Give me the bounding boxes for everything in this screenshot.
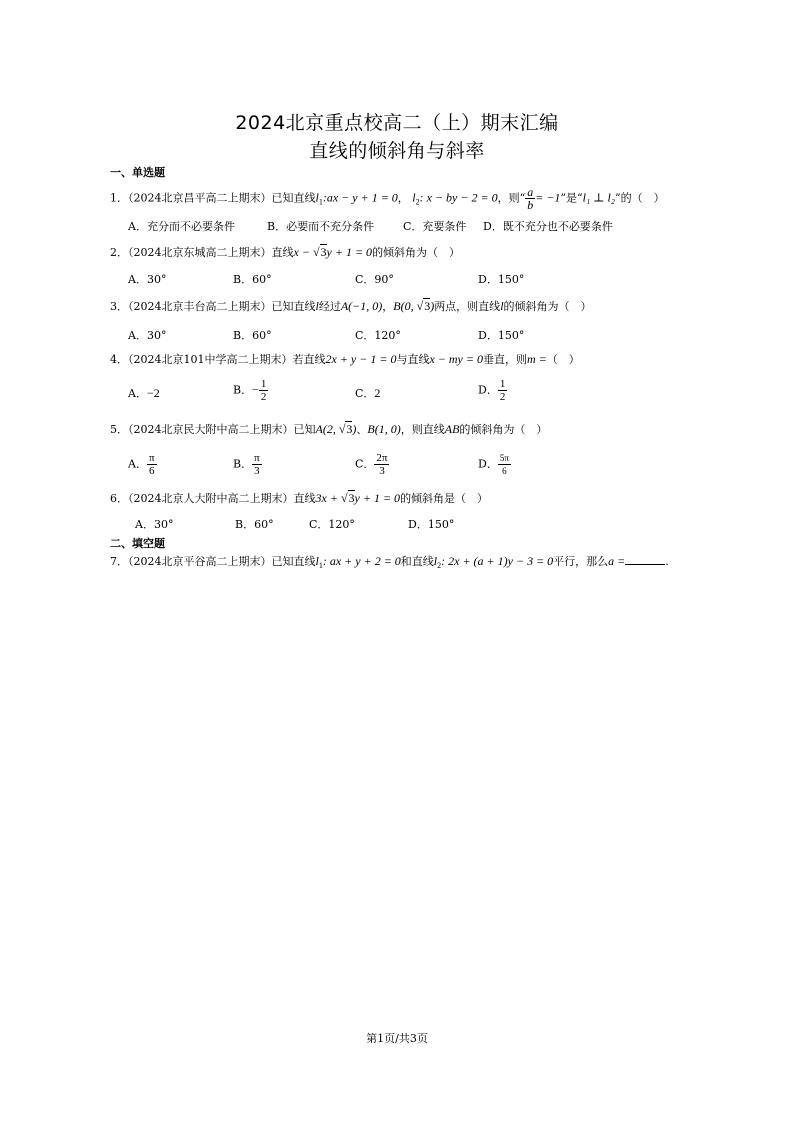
q4-d-fraction [498,378,508,403]
q1-option-a: A．充分而不必要条件 [128,220,235,233]
q5-b-den: 3 [254,465,260,477]
q1-option-c: C．充要条件 [403,220,467,233]
q5-option-a [128,452,157,477]
q5-sep: 、 [356,423,368,436]
q5-a-fraction [147,452,157,477]
q4-b-label: B． [233,383,253,397]
q4-b-sign: − [252,382,259,397]
q4-d-den: 2 [499,391,506,403]
q1-text3: ”是“ [560,191,583,205]
q3-number: 3． [110,300,128,313]
q7-number: 7． [110,555,128,568]
q5-c-fraction [374,452,389,477]
q2-number: 2． [110,246,128,259]
q1-frac-den: b [527,198,534,212]
q7-eq2: : 2x + (a + 1)y − 3 = 0 [441,554,554,568]
section-single-choice: 一、单选题 [110,166,165,179]
q4-text3: 垂直，则 [482,353,527,366]
q3-text: 已知直线 [271,300,316,313]
q3-text4: 的倾斜角为（ ） [503,300,592,313]
q6-eq-b: y + 1 = 0 [354,491,401,505]
q6-source: （2024北京人大附中高二上期末） [128,492,294,505]
q2-option-c: C．90° [355,273,394,286]
q7-a: a = [608,554,626,568]
q3-option-b: B．60° [233,329,272,342]
q1-l2: l [412,190,416,205]
q3-point-b-b: ) [430,299,435,313]
q1-option-d: D．既不充分也不必要条件 [483,220,613,233]
q4-b-fraction [259,378,269,403]
question-2: 2．（2024北京东城高二上期末）直线x − √3y + 1 = 0的倾斜角为（ ） [110,245,461,259]
question-5: 5．（2024北京民大附中高二上期末）已知A(2, √3)、B(1, 0)，则直线AB的倾斜角为（ ） [110,422,548,436]
q3-l: l [315,299,319,313]
q5-b-fraction [252,452,262,477]
q6-sqrt: 3 [348,491,355,505]
q5-text: 已知 [293,423,316,436]
q5-c-num: 2π [376,452,388,464]
q1-eq1: :ax − y + 1 = 0 [322,190,398,205]
q4-b-num: 1 [260,378,267,390]
q5-b-num: π [254,452,260,464]
q3-text2: 经过 [318,300,341,313]
question-1 [110,186,665,211]
q1-fraction [525,186,535,211]
q5-c-label: C． [355,457,375,471]
q3-point-a: A(−1, 0) [340,299,383,313]
q2-text2: 的倾斜角为（ ） [372,246,461,259]
q3-source: （2024北京丰台高二上期末） [128,300,272,313]
q5-number: 5． [110,423,128,436]
q1-text: 已知直线 [271,191,316,205]
q2-text: 直线 [271,246,294,259]
q4-option-c [355,386,380,401]
q4-b-den: 2 [260,391,267,403]
section-fill-blank: 二、填空题 [110,537,165,550]
q5-d-label: D． [478,457,498,471]
q6-text: 直线 [293,492,316,505]
q1-eq3: = −1 [535,190,561,205]
q6-number: 6． [110,492,128,505]
q5-d-den: 6 [502,466,507,476]
q6-eq-a: 3x + [315,491,341,505]
q7-text2: 和直线 [400,555,434,568]
q7-period: . [665,555,669,568]
q4-eq2: x − my = 0 [429,352,483,366]
q4-eq1: 2x + y − 1 = 0 [325,352,397,366]
question-4 [110,352,580,367]
q4-m: m = [526,352,547,366]
q5-a-den: 6 [148,465,155,477]
q6-option-a: A．30° [135,518,174,531]
q6-option-b: B．60° [235,518,274,531]
q4-text: 若直线 [292,353,326,366]
question-3: 3．（2024北京丰台高二上期末）已知直线l经过A(−1, 0)，B(0, √3)两点，则直线l的倾斜角为（ ） [110,299,592,313]
q2-eq-a: x − [293,245,313,259]
q1-l1-sub: 1 [318,197,323,207]
q5-source: （2024北京民大附中高二上期末） [128,423,294,436]
q4-a-value: −2 [146,386,160,400]
q5-point-a-b: ) [352,422,357,436]
q1-comma: ， [397,191,409,205]
q3-text3: 两点，则直线 [434,300,501,313]
q4-d-label: D． [478,383,498,397]
q1-text4: ”的（ ） [614,191,665,205]
q5-c-den: 3 [379,465,385,477]
q4-text4: （ ） [546,353,580,366]
q5-d-fraction [498,452,511,477]
q4-option-d [478,378,507,403]
q1-text2: ，则“ [497,191,526,205]
q2-eq-b: y + 1 = 0 [326,245,373,259]
q4-d-num: 1 [499,378,506,390]
q5-b-label: B． [233,457,253,471]
q5-a-num: π [148,452,155,464]
q4-option-b [233,378,268,403]
q5-ab: AB [444,422,460,436]
q2-option-a: A．30° [128,273,167,286]
q3-option-d: D．150° [478,329,525,342]
q3-l2: l [500,299,504,313]
q3-point-b-sqrt: 3 [424,299,431,313]
q6-text2: 的倾斜角是（ ） [400,492,489,505]
q3-option-c: C．120° [355,329,401,342]
q4-number: 4． [110,353,128,366]
q7-text3: 平行，那么 [553,555,609,568]
q1-number: 1． [110,191,128,205]
q4-source: （2024北京101中学高二上期末） [128,353,293,366]
q5-d-num: 5π [499,453,509,463]
question-6: 6．（2024北京人大附中高二上期末）直线3x + √3y + 1 = 0的倾斜角是（ ） [110,491,489,505]
q7-l1: l [315,554,319,568]
q4-option-a [128,386,160,401]
q5-option-d [478,452,511,477]
q2-sqrt: 3 [320,245,327,259]
q7-eq1: : ax + y + 2 = 0 [322,554,401,568]
q5-option-b [233,452,262,477]
q2-option-d: D．150° [478,273,525,286]
q5-point-a-sqrt: 3 [346,422,353,436]
q5-point-a-a: A(2, [315,422,339,436]
q3-comma: ， [382,300,394,313]
q7-source: （2024北京平谷高二上期末） [128,555,272,568]
q7-l2: l [433,554,438,568]
page-footer: 第1页/共3页 [366,1032,428,1045]
q4-text2: 与直线 [396,353,430,366]
document-title: 2024北京重点校高二（上）期末汇编 [235,112,559,134]
q1-option-b: B．必要而不充分条件 [267,220,375,233]
q5-text3: 的倾斜角为（ ） [459,423,548,436]
q3-option-a: A．30° [128,329,167,342]
q1-eq2: : x − by − 2 = 0 [419,190,498,205]
q6-option-c: C．120° [309,518,355,531]
q7-l2-sub: 2 [437,561,442,571]
q2-option-b: B．60° [233,273,272,286]
q4-c-label: C． [355,387,375,400]
q2-source: （2024北京东城高二上期末） [128,246,272,259]
q5-option-c [355,452,389,477]
q4-a-label: A． [128,387,147,400]
q5-text2: ，则直线 [400,423,445,436]
q7-l1-sub: 1 [318,561,323,571]
q3-point-b-a: B(0, [393,299,417,313]
q1-l1: l [315,190,319,205]
q1-l2-sub: 2 [415,197,420,207]
q6-option-d: D．150° [408,518,455,531]
q1-frac-num: a [527,185,534,199]
q1-perp: l₁ ⊥ l₂ [582,190,615,205]
q7-answer-blank[interactable] [625,553,665,565]
q4-c-value: 2 [374,386,381,400]
q7-text: 已知直线 [271,555,316,568]
q5-point-b: B(1, 0) [367,422,401,436]
q5-a-label: A． [128,457,147,471]
q1-source: （2024北京昌平高二上期末） [128,191,272,205]
question-7 [110,553,669,573]
document-subtitle: 直线的倾斜角与斜率 [309,140,485,162]
